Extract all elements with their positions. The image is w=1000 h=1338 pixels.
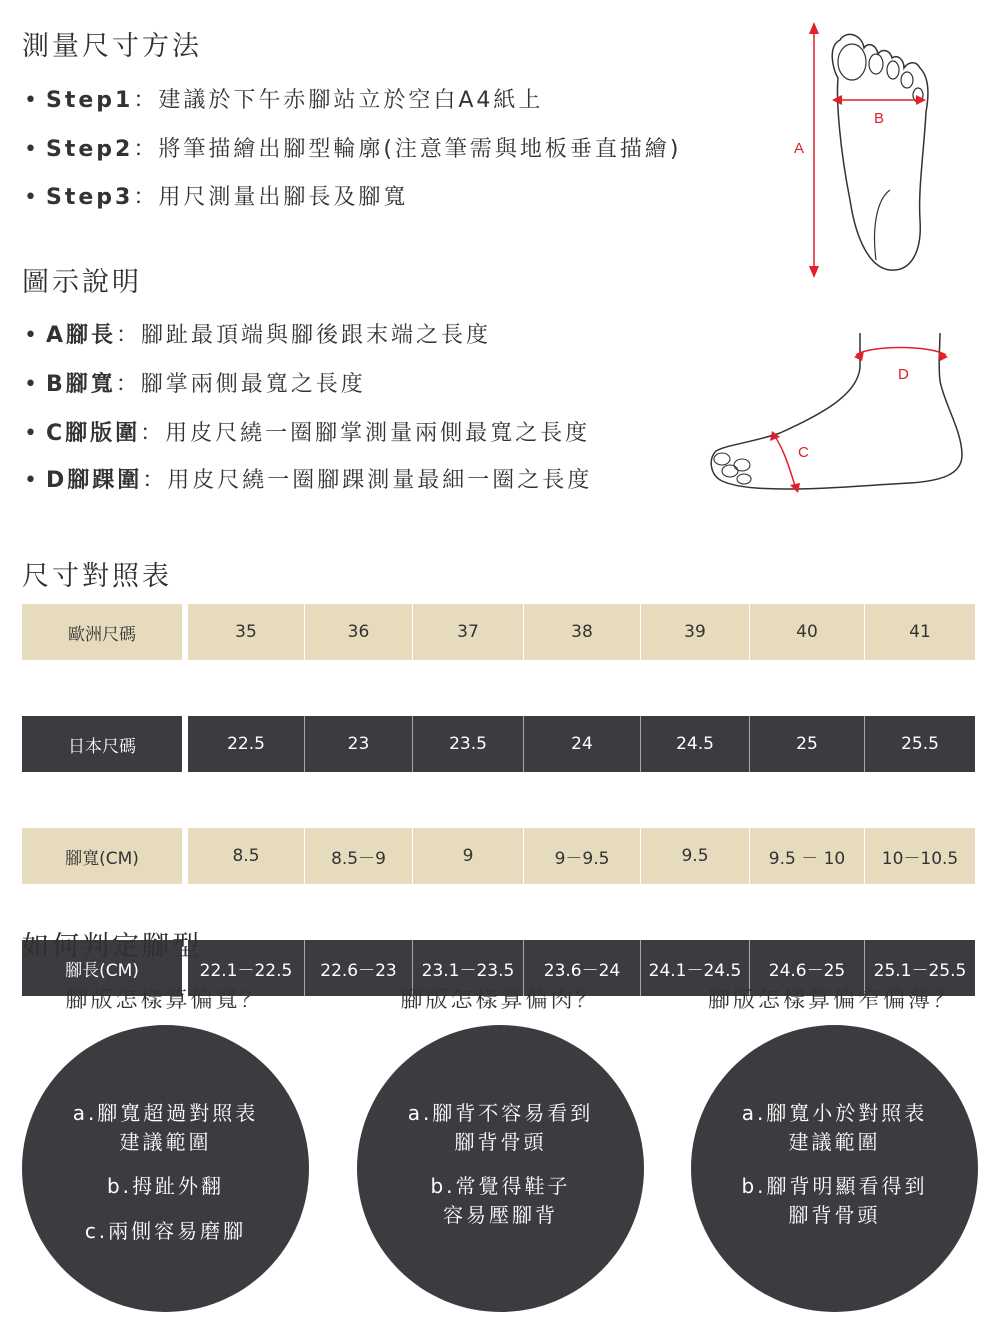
measure-title: 測量尺寸方法: [22, 31, 202, 62]
circle-text: a.腳寬小於對照表: [741, 1101, 928, 1125]
table-cell: 37: [412, 604, 523, 660]
circle-narrow-thin: [691, 1025, 978, 1312]
table-cell: 38: [523, 604, 640, 660]
table-cell: 9.5 － 10: [749, 828, 864, 884]
arrowhead: [809, 266, 819, 278]
diagram-item-c: [24, 416, 590, 447]
table-cell: 22.6－23: [304, 940, 412, 996]
toe: [722, 465, 738, 477]
diagram-item-d: [24, 463, 592, 494]
item-text: ：用皮尺繞一圈腳掌測量兩側最寬之長度: [140, 421, 591, 446]
toe: [734, 459, 750, 471]
table-cell: 25.5: [864, 716, 975, 772]
bullet: •: [24, 137, 40, 162]
toe: [714, 453, 730, 465]
bullet: •: [24, 185, 40, 210]
item-label: A腳長: [46, 323, 117, 348]
step-1: [24, 83, 543, 114]
table-cell: 25: [749, 716, 864, 772]
label-a: A: [794, 140, 805, 157]
circle-text: c.兩側容易磨腳: [84, 1219, 247, 1243]
arrowhead: [916, 95, 926, 105]
item-text: ：腳趾最頂端與腳後跟末端之長度: [116, 323, 492, 348]
step-label: Step1: [46, 88, 134, 113]
item-text: ：用皮尺繞一圈腳踝測量最細一圈之長度: [142, 468, 593, 493]
arch-line: [875, 190, 890, 260]
bullet: •: [24, 372, 40, 397]
row-header: 歐洲尺碼: [22, 604, 182, 660]
table-cell: 41: [864, 604, 975, 660]
diagram-item-b: [24, 367, 366, 398]
ankle-circumference: [856, 348, 946, 356]
toe: [887, 61, 899, 79]
table-cell: 40: [749, 604, 864, 660]
item-text: ：腳掌兩側最寬之長度: [115, 372, 366, 397]
table-cell: 9.5: [640, 828, 749, 884]
item-label: C腳版圍: [46, 421, 141, 446]
sole-outline: [832, 34, 928, 270]
table-cell: 10－10.5: [864, 828, 975, 884]
row-header: 腳長(CM): [22, 940, 182, 996]
bullet: •: [24, 468, 40, 493]
table-cell: 22.5: [188, 716, 304, 772]
question-narrow-thin: 腳版怎樣算偏窄偏薄？: [707, 988, 958, 1013]
step-label: Step2: [46, 137, 134, 162]
circle-text: 建議範圍: [119, 1130, 212, 1154]
table-cell: 24.5: [640, 716, 749, 772]
table-cell: 23.1－23.5: [412, 940, 523, 996]
table-row: [22, 828, 975, 884]
arrowhead: [770, 431, 780, 441]
bullet: •: [24, 323, 40, 348]
foot-type-title: 如何判定腳型: [22, 931, 202, 962]
circle-text: a.腳寬超過對照表: [72, 1101, 259, 1125]
question-wide: 腳版怎樣算偏寬？: [65, 988, 266, 1013]
circle-text: 腳背骨頭: [788, 1203, 881, 1227]
step-text: ：用尺測量出腳長及腳寬: [133, 185, 409, 210]
toe: [901, 72, 913, 88]
table-title: 尺寸對照表: [22, 561, 172, 592]
row-header: 腳寬(CM): [22, 828, 182, 884]
table-cell: 8.5－9: [304, 828, 412, 884]
circle-text: a.腳背不容易看到: [407, 1101, 594, 1125]
circle-text: b.拇趾外翻: [106, 1174, 225, 1198]
circle-text: 腳背骨頭: [454, 1130, 547, 1154]
table-cell: 39: [640, 604, 749, 660]
table-cell: 24: [523, 716, 640, 772]
label-b: B: [874, 110, 885, 127]
table-cell: 9－9.5: [523, 828, 640, 884]
label-d: D: [898, 366, 909, 383]
row-header: 日本尺碼: [22, 716, 182, 772]
toe: [737, 474, 751, 484]
toe: [869, 54, 883, 74]
table-cell: 9: [412, 828, 523, 884]
table-cell: 23.6－24: [523, 940, 640, 996]
step-3: [24, 180, 408, 211]
foot-outline: [711, 333, 962, 489]
circle-text: 容易壓腳背: [443, 1203, 558, 1227]
table-row: [22, 716, 975, 772]
table-cell: 24.1－24.5: [640, 940, 749, 996]
table-cell: 24.6－25: [749, 940, 864, 996]
diagram-title: 圖示說明: [22, 267, 142, 298]
diagram-item-a: [24, 318, 491, 349]
circle-fleshy: [357, 1025, 644, 1312]
table-cell: 36: [304, 604, 412, 660]
ball-circumference: [774, 435, 796, 489]
question-fleshy: 腳版怎樣算偏肉？: [400, 988, 601, 1013]
table-cell: 8.5: [188, 828, 304, 884]
circle-text: b.常覺得鞋子: [430, 1174, 571, 1198]
circle-text: 建議範圍: [788, 1130, 881, 1154]
step-text: ：將筆描繪出腳型輪廓(注意筆需與地板垂直描繪): [133, 137, 682, 162]
table-row: [22, 604, 975, 660]
table-cell: 23.5: [412, 716, 523, 772]
arrowhead: [790, 483, 800, 493]
bullet: •: [24, 88, 40, 113]
foot-side-diagram: [700, 325, 980, 500]
item-label: B腳寬: [46, 372, 116, 397]
table-cell: 25.1－25.5: [864, 940, 975, 996]
bullet: •: [24, 421, 40, 446]
table-cell: 35: [188, 604, 304, 660]
foot-sole-diagram: [780, 20, 980, 280]
big-toe: [838, 44, 866, 80]
circle-text: b.腳背明顯看得到: [741, 1174, 928, 1198]
table-cell: 22.1－22.5: [188, 940, 304, 996]
step-text: ：建議於下午赤腳站立於空白A4紙上: [133, 88, 544, 113]
circle-wide: [22, 1025, 309, 1312]
label-c: C: [798, 444, 809, 461]
item-label: D腳踝圍: [46, 468, 143, 493]
arrowhead: [809, 22, 819, 34]
table-cell: 23: [304, 716, 412, 772]
step-2: [24, 132, 682, 163]
step-label: Step3: [46, 185, 134, 210]
